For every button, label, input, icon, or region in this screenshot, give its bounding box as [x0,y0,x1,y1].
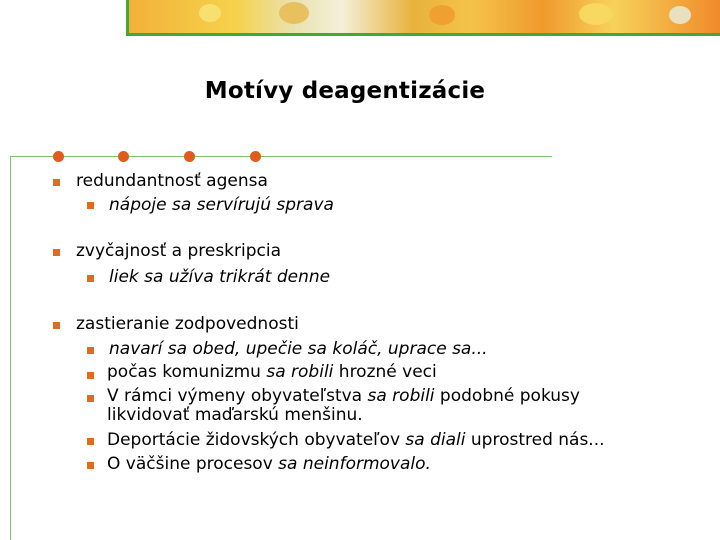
sub-item-part: uprostred nás... [465,430,605,450]
sub-item-part: sa neinformovalo. [278,454,431,474]
sub-item-part: hrozné veci [333,362,437,382]
banner-spot [669,6,691,24]
sub-item-part: O väčšine procesov [107,454,279,474]
bullet-icon [53,249,60,256]
sub-item-text [109,339,488,359]
sub-item-part: liek sa užíva trikrát denne [109,267,331,287]
banner-spot [429,5,455,25]
sub-item-text [109,195,334,215]
sub-item-part: počas komunizmu [107,362,267,382]
sub-item-text [107,386,580,406]
sub-item-part: sa diali [405,430,466,450]
list-item-text: zastieranie zodpovednosti [76,314,299,334]
list-item-text: zvyčajnosť a preskripcia [76,241,282,261]
sub-item-text [109,267,330,287]
banner-spot [199,4,221,22]
sub-item-part: nápoje sa servírujú sprava [109,195,334,215]
banner-spot [579,3,613,25]
sub-item-part: sa robili [266,362,334,382]
sub-item-part: V rámci výmeny obyvateľstva [107,386,368,406]
list-item-text: redundantnosť agensa [76,171,268,191]
left-rule [10,157,11,540]
sub-item-text [107,454,431,474]
rule-dot [118,151,129,162]
sub-bullet-icon [87,347,94,354]
header-banner-image [126,0,720,36]
sub-item-text [107,430,605,450]
sub-bullet-icon [87,462,94,469]
sub-bullet-icon [87,372,94,379]
bullet-icon [53,322,60,329]
sub-item-part: sa robili [367,386,435,406]
sub-item-text [107,362,437,382]
rule-dot [184,151,195,162]
sub-item-part: navarí sa obed, upečie sa koláč, uprace sa... [109,339,488,359]
sub-bullet-icon [87,275,94,282]
sub-bullet-icon [87,395,94,402]
banner-spot [279,2,309,24]
slide-title: Motívy deagentizácie [204,78,486,104]
sub-bullet-icon [87,438,94,445]
rule-dot [53,151,64,162]
bullet-icon [53,179,60,186]
sub-item-part: podobné pokusy [434,386,580,406]
title-rule [10,156,552,157]
sub-item-part: Deportácie židovských obyvateľov [107,430,406,450]
sub-item-continuation: likvidovať maďarskú menšinu. [107,405,363,425]
sub-bullet-icon [87,202,94,209]
rule-dot [250,151,261,162]
